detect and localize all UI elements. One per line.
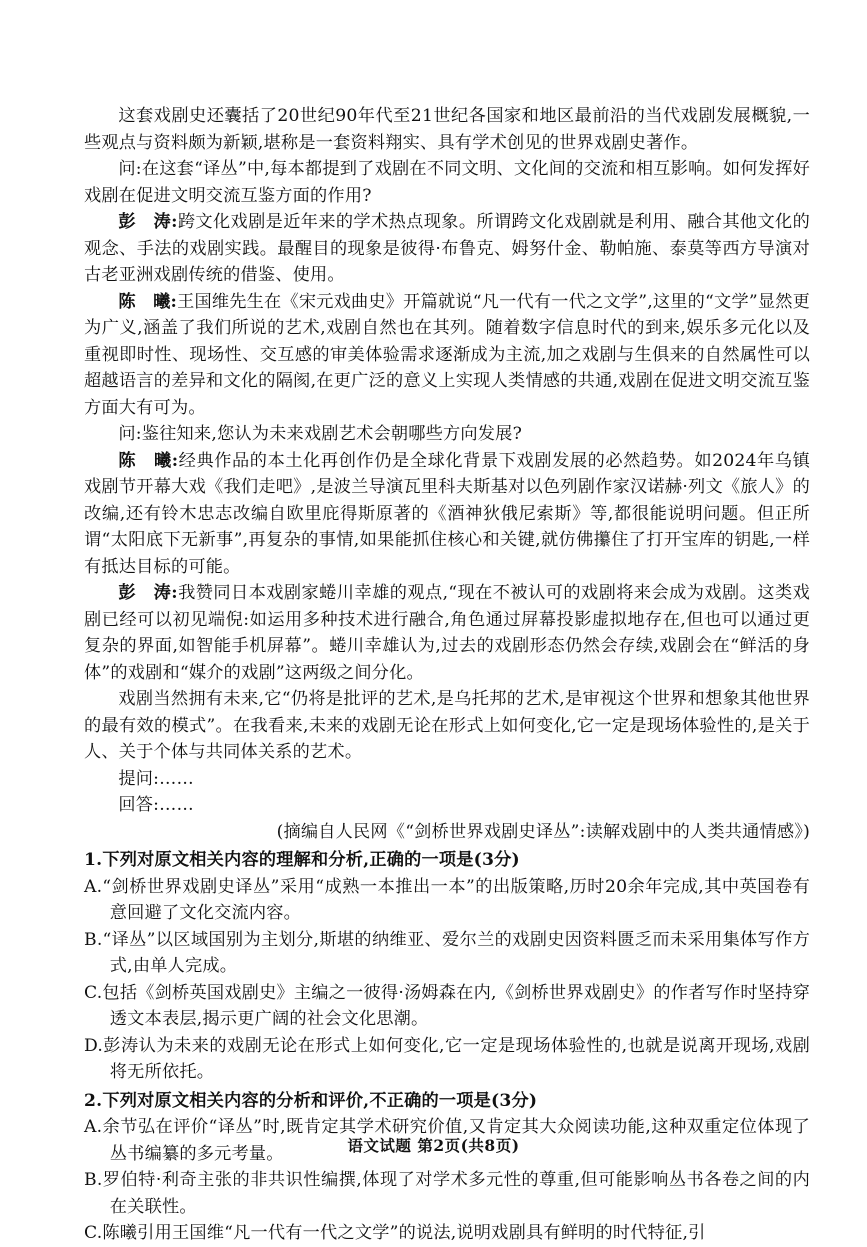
option-d: D.彭涛认为未来的戏剧无论在形式上如何变化,它一定是现场体验性的,也就是说离开现场,戏剧将无所依托。 (84, 1035, 810, 1082)
speaker-label: 陈 曦: (118, 450, 179, 471)
option-a: A.余节弘在评价“译丛”时,既肯定其学术研究价值,又肯定其大众阅读功能,这种双重定位体现了丛书编纂的多元考量。 (84, 1117, 810, 1164)
speaker-label: 彭 涛: (118, 583, 178, 603)
answer-chen-1 (84, 289, 810, 422)
question-stem: 2.下列对原文相关内容的分析和评价,不正确的一项是(3分) (84, 1090, 538, 1111)
answer-peng-2 (84, 580, 810, 686)
option-a: A.“剑桥世界戏剧史译丛”采用“成熟一本推出一本”的出版策略,历时20余年完成,其中英国卷有意回避了文化交流内容。 (84, 876, 810, 923)
question-block-1 (84, 847, 810, 1086)
answer-text: 王国维先生在《宋元戏曲史》开篇就说“凡一代有一代之文学”,这里的“文学”显然更为广义,涵盖了我们所说的艺术,戏剧自然也在其列。随着数字信息时代的到来,娱乐多元化以及重视即时性、现场性、交互感的审美体验需求逐渐成为主流,加之戏剧与生俱来的自然属性可以超越语言的差异和文化的隔阂,在更广泛的意义上实现人类情感的共通,戏剧在促进文明交流互鉴方面大有可为。 (84, 291, 810, 418)
paragraph-intro: 这套戏剧史还囊括了20世纪90年代至21世纪各国家和地区最前沿的当代戏剧发展概貌,一些观点与资料颇为新颖,堪称是一套资料翔实、具有学术创见的世界戏剧史著作。 (84, 106, 810, 153)
ask-placeholder: 提问:…… (118, 768, 194, 789)
speaker-label: 陈 曦: (118, 291, 178, 312)
question-2-text: 问:鉴往知来,您认为未来戏剧艺术会朝哪些方向发展? (118, 424, 522, 444)
option-b: B.“译丛”以区域国别为主划分,斯堪的纳维亚、爱尔兰的戏剧史因资料匮乏而未采用集体写作方式,由单人完成。 (84, 929, 810, 976)
option-c: C.包括《剑桥英国戏剧史》主编之一彼得·汤姆森在内,《剑桥世界戏剧史》的作者写作时坚持穿透文本表层,揭示更广阔的社会文化思潮。 (84, 982, 810, 1029)
page-footer: 语文试题 第2页(共8页) (347, 1136, 520, 1155)
speaker-label: 彭 涛: (118, 212, 178, 232)
article-body (84, 103, 810, 1247)
answer-text: 跨文化戏剧是近年来的学术热点现象。所谓跨文化戏剧就是利用、融合其他文化的观念、手法的戏剧实践。最醒目的现象是彼得·布鲁克、姆努什金、勒帕施、泰莫等西方导演对古老亚洲戏剧传统的借鉴、使用。 (84, 212, 810, 285)
answer-peng-1 (84, 209, 810, 289)
question-stem: 1.下列对原文相关内容的理解和分析,正确的一项是(3分) (84, 850, 520, 870)
answer-chen-2 (84, 448, 810, 581)
answer-text: 我赞同日本戏剧家蜷川幸雄的观点,“现在不被认可的戏剧将来会成为戏剧。这类戏剧已经可以初见端倪:如运用多种技术进行融合,角色通过屏幕投影虚拟地存在,但也可以通过更复杂的界面,如智能手机屏幕”。蜷川幸雄认为,过去的戏剧形态仍然会存续,戏剧会在“鲜活的身体”的戏剧和“媒介的戏剧”这两级之间分化。 (84, 583, 810, 683)
answer-placeholder: 回答:…… (118, 795, 194, 815)
question-1-text: 问:在这套“译丛”中,每本都提到了戏剧在不同文明、文化间的交流和相互影响。如何发挥好戏剧在促进文明交流互鉴方面的作用? (84, 159, 810, 206)
option-c: C.陈曦引用王国维“凡一代有一代之文学”的说法,说明戏剧具有鲜明的时代特征,引 (84, 1223, 706, 1243)
option-b: B.罗伯特·利奇主张的非共识性编撰,体现了对学术多元性的尊重,但可能影响丛书各卷之间的内在关联性。 (84, 1170, 810, 1217)
paragraph-future: 戏剧当然拥有未来,它“仍将是批评的艺术,是乌托邦的艺术,是审视这个世界和想象其他世界的最有效的模式”。在我看来,未来的戏剧无论在形式上如何变化,它一定是现场体验性的,是关于人、关于个体与共同体关系的艺术。 (84, 689, 810, 762)
source-citation: (摘编自人民网《“剑桥世界戏剧史译丛”:读解戏剧中的人类共通情感》) (276, 821, 810, 842)
question-block-2 (84, 1088, 810, 1247)
answer-text: 经典作品的本土化再创作仍是全球化背景下戏剧发展的必然趋势。如2024年乌镇戏剧节开幕大戏《我们走吧》,是波兰导演瓦里科夫斯基对以色列剧作家汉诺赫·列文《旅人》的改编,还有铃木忠志改编自欧里庇得斯原著的《酒神狄俄尼索斯》等,都很能说明问题。但正所谓“太阳底下无新事”,再复杂的事情,如果能抓住核心和关键,就仿佛攥住了打开宝库的钥匙,一样有抵达目标的可能。 (84, 450, 810, 577)
